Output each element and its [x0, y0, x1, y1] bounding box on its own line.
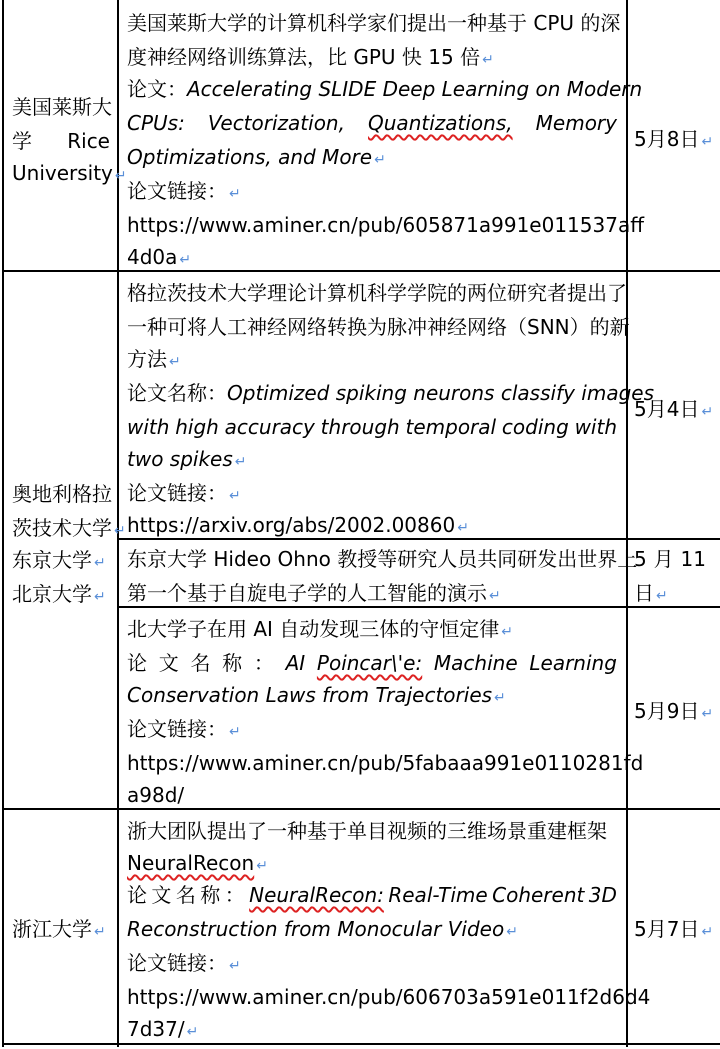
- paper-link[interactable]: 4d0a ↵: [127, 245, 192, 269]
- entry-title-line: 东京大学 Hideo Ohno 教授等研究人员共同研发出世界上: [127, 547, 638, 571]
- table-border-left: [2, 0, 4, 1047]
- paper-link[interactable]: https://www.aminer.cn/pub/5fabaaa991e0110281fd: [127, 751, 644, 775]
- entry-title-line: 方法 ↵: [127, 347, 181, 371]
- paper-title-line: 论文名称：Optimized spiking neurons classify images: [127, 381, 654, 405]
- institution-line: 奥地利格拉: [12, 482, 112, 506]
- paper-title-line: 论 文 名 称 ： AI Poincar\'e: Machine Learning: [127, 651, 617, 675]
- entry-title-line: 度神经网络训练算法，比 GPU 快 15 倍 ↵: [127, 45, 494, 69]
- link-label: 论文链接： ↵: [127, 179, 241, 203]
- entry-title-line: 北大学子在用 AI 自动发现三体的守恒定律 ↵: [127, 617, 514, 641]
- paper-title-line: Reconstruction from Monocular Video ↵: [127, 917, 518, 941]
- date-cell: 5月8日 ↵: [634, 127, 714, 151]
- entry-title-line: NeuralRecon ↵: [127, 851, 268, 875]
- paper-link[interactable]: https://arxiv.org/abs/2002.00860 ↵: [127, 513, 469, 537]
- paper-title-line: 论文：Accelerating SLIDE Deep Learning on Modern: [127, 77, 643, 101]
- paper-title-line: 论 文 名 称 ： NeuralRecon: Real-Time Coherent 3D: [127, 883, 617, 907]
- paper-title-line: Conservation Laws from Trajectories ↵: [127, 683, 506, 707]
- link-label: 论文链接： ↵: [127, 951, 241, 975]
- paper-link[interactable]: https://www.aminer.cn/pub/606703a591e011f2d6d4: [127, 985, 651, 1009]
- institution-line: 美国莱斯大: [12, 95, 112, 119]
- row-divider: [2, 270, 720, 272]
- entry-title-line: 第一个基于自旋电子学的人工智能的演示 ↵: [127, 581, 501, 605]
- paper-link[interactable]: https://www.aminer.cn/pub/605871a991e011537aff: [127, 213, 644, 237]
- paper-title-line: two spikes ↵: [127, 447, 247, 471]
- entry-title-line: 美国莱斯大学的计算机科学家们提出一种基于 CPU 的深: [127, 11, 621, 35]
- table-border-bottom: [2, 1043, 720, 1045]
- paper-link[interactable]: 7d37/ ↵: [127, 1017, 199, 1041]
- date-cell: 5月4日 ↵: [634, 397, 714, 421]
- date-cell: 5月7日 ↵: [634, 917, 714, 941]
- date-cell: 5 月 11 日 ↵: [634, 547, 706, 605]
- entry-title-line: 一种可将人工神经网络转换为脉冲神经网络（SNN）的新: [127, 315, 630, 339]
- institution-line: 茨技术大学 ↵: [12, 516, 126, 540]
- institution-line: University ↵: [12, 161, 127, 185]
- paper-title-line: Optimizations, and More ↵: [127, 145, 386, 169]
- paper-title-line: with high accuracy through temporal coding with: [127, 415, 617, 439]
- link-label: 论文链接： ↵: [127, 717, 241, 741]
- link-label: 论文链接： ↵: [127, 481, 241, 505]
- row-divider: [2, 808, 720, 810]
- entry-title-line: 浙大团队提出了一种基于单目视频的三维场景重建框架: [127, 819, 607, 843]
- institution-line: 浙江大学 ↵: [12, 917, 106, 941]
- date-cell: 5月9日 ↵: [634, 699, 714, 723]
- entry-title-line: 格拉茨技术大学理论计算机科学学院的两位研究者提出了: [127, 281, 627, 305]
- table-border-col2: [626, 0, 628, 1047]
- paper-title-line: CPUs: Vectorization, Quantizations, Memory: [127, 111, 617, 135]
- institution-line: 北京大学 ↵: [12, 582, 106, 606]
- institution-line: 东京大学 ↵: [12, 548, 106, 572]
- institution-line: 学 Rice: [12, 129, 110, 153]
- paper-link[interactable]: a98d/: [127, 783, 185, 807]
